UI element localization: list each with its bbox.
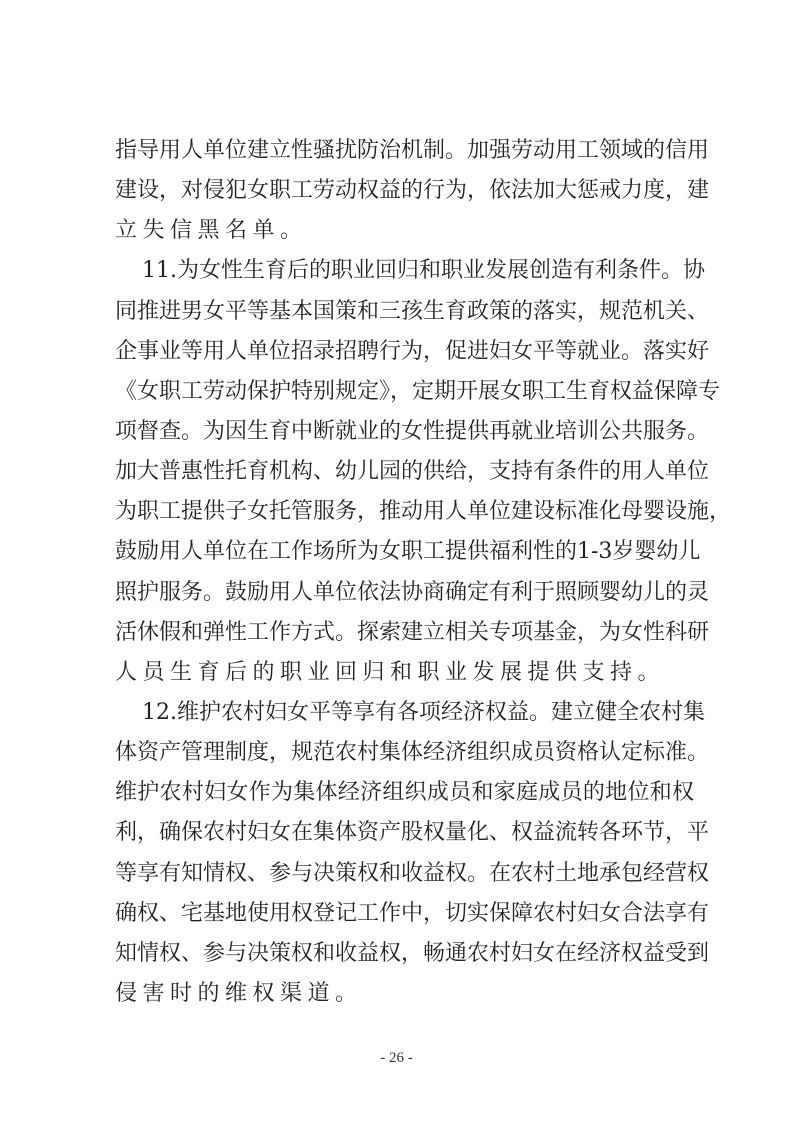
text-line: 活休假和弹性工作方式。探索建立相关专项基金，为女性科研	[115, 619, 710, 645]
text-line: 人员生育后的职业回归和职业发展提供支持。	[115, 659, 666, 685]
text-line: 确权、宅基地使用权登记工作中，切实保障农村妇女合法享有	[115, 900, 710, 926]
text-line: 立失信黑名单。	[115, 218, 308, 244]
page-number: - 26 -	[380, 1050, 413, 1066]
text-line: 侵害时的维权渠道。	[115, 980, 363, 1006]
paragraph	[115, 693, 710, 1014]
text-line: 建设，对侵犯女职工劳动权益的行为，依法加大惩戒力度，建	[115, 178, 710, 204]
text-line: 指导用人单位建立性骚扰防治机制。加强劳动用工领域的信用	[115, 138, 710, 163]
text-line: 为职工提供子女托管服务，推动用人单位建设标准化母婴设施，	[115, 499, 732, 525]
text-line: 12.维护农村妇女平等享有各项经济权益。建立健全农村集	[142, 699, 705, 725]
paragraph	[115, 131, 710, 251]
text-line: 体资产管理制度，规范农村集体经济组织成员资格认定标准。	[115, 740, 710, 766]
text-line: 《女职工劳动保护特别规定》，定期开展女职工生育权益保障专	[115, 378, 721, 404]
text-line: 利，确保农村妇女在集体资产股权量化、权益流转各环节，平	[115, 820, 710, 846]
paragraph	[115, 251, 732, 693]
text-line: 鼓励用人单位在工作场所为女职工提供福利性的1-3岁婴幼儿	[115, 539, 701, 565]
text-line: 企事业等用人单位招录招聘行为，促进妇女平等就业。落实好	[115, 338, 710, 364]
text-line: 同推进男女平等基本国策和三孩生育政策的落实，规范机关、	[115, 298, 710, 324]
text-line: 等享有知情权、参与决策权和收益权。在农村土地承包经营权	[115, 860, 710, 886]
text-line: 11.为女性生育后的职业回归和职业发展创造有利条件。协	[142, 258, 705, 284]
text-line: 维护农村妇女作为集体经济组织成员和家庭成员的地位和权	[115, 780, 694, 806]
text-line: 加大普惠性托育机构、幼儿园的供给，支持有条件的用人单位	[115, 459, 710, 485]
text-line: 照护服务。鼓励用人单位依法协商确定有利于照顾婴幼儿的灵	[115, 579, 710, 605]
text-line: 知情权、参与决策权和收益权，畅通农村妇女在经济权益受到	[115, 940, 710, 966]
document-body	[115, 131, 732, 1014]
text-line: 项督查。为因生育中断就业的女性提供再就业培训公共服务。	[115, 418, 710, 444]
